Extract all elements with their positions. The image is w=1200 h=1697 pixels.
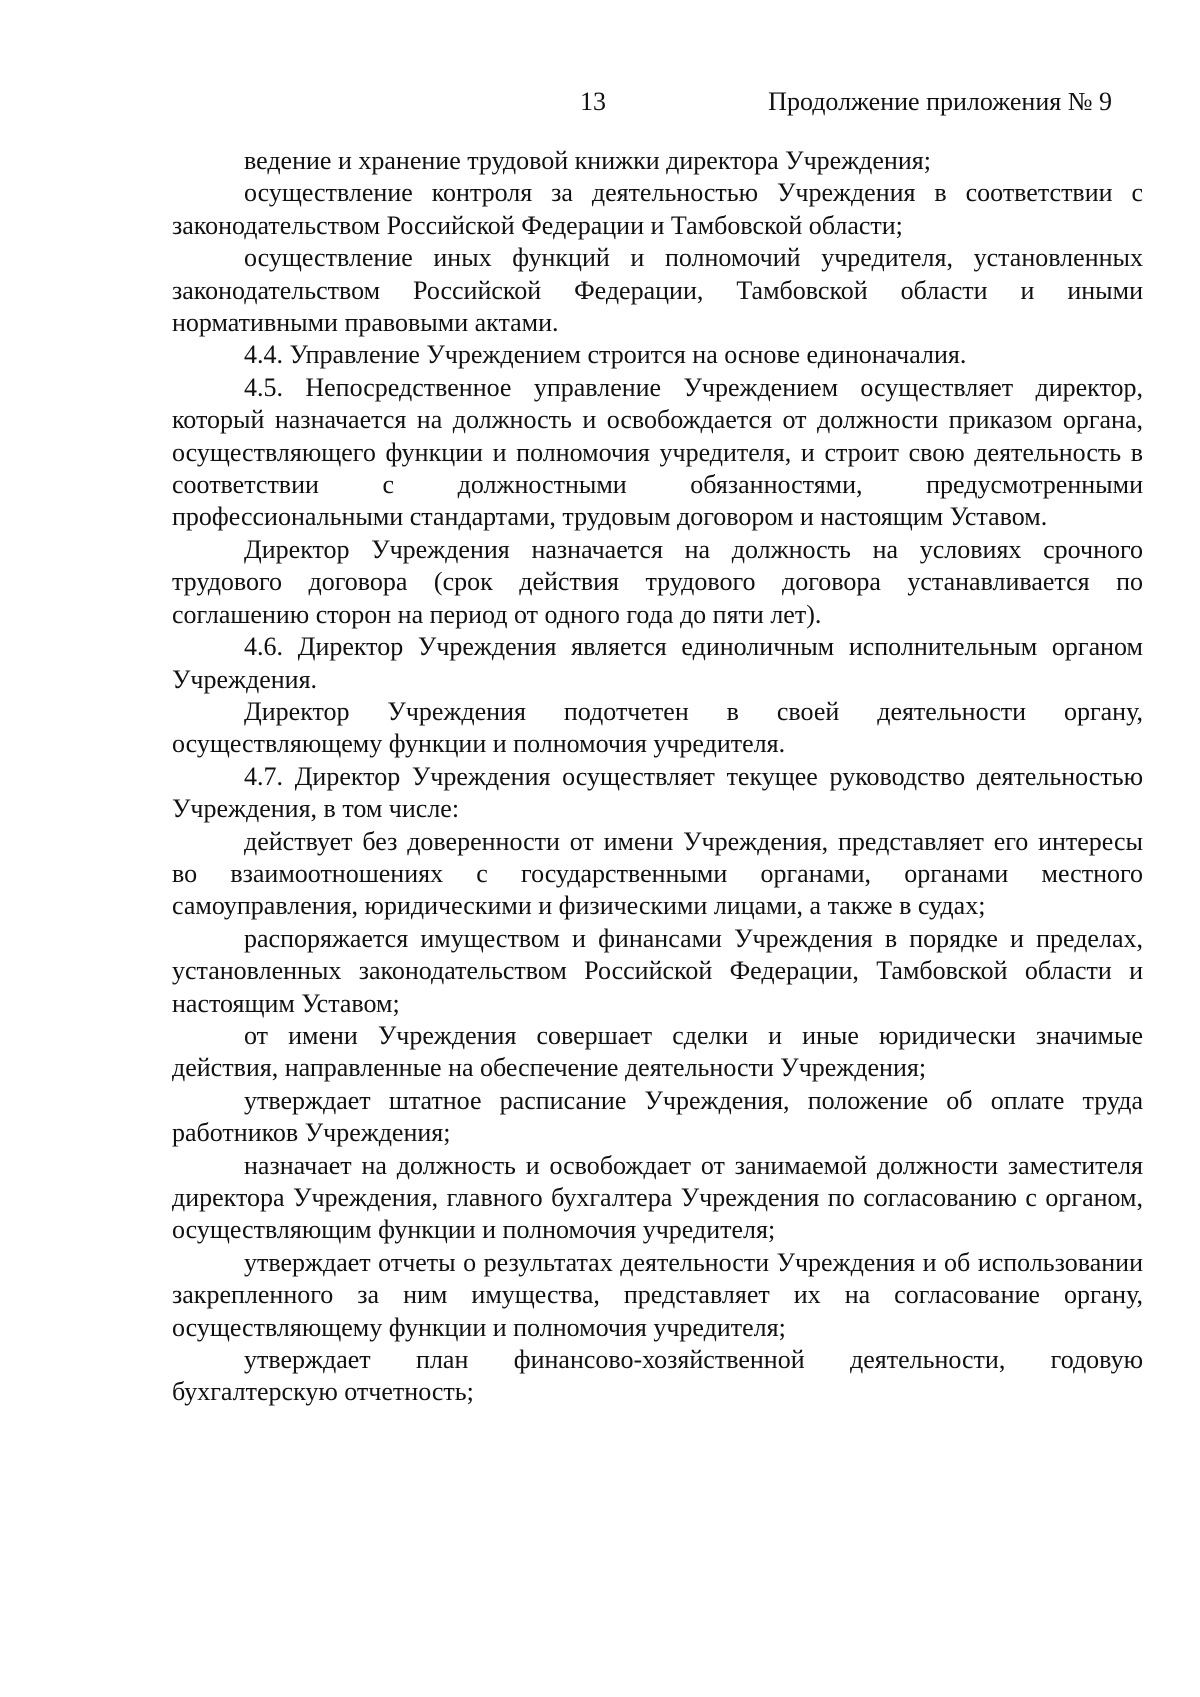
paragraph: Директор Учреждения подотчетен в своей деятельности органу, осуществляющему функции и полномочия учредителя. [172, 696, 1143, 759]
paragraph: назначает на должность и освобождает от занимаемой должности заместителя директора Учреждения, главного бухгалтера Учреждения по согласованию с органом, осуществляющим функции и полномочия учредителя; [172, 1150, 1143, 1245]
paragraph: утверждает отчеты о результатах деятельности Учреждения и об использовании закрепленного за ним имущества, представляет их на согласование органу, осуществляющему функции и полномочия учредителя; [172, 1247, 1143, 1342]
paragraph: утверждает штатное расписание Учреждения, положение об оплате труда работников Учреждения; [172, 1085, 1143, 1148]
paragraph: 4.4. Управление Учреждением строится на основе единоначалия. [244, 340, 967, 370]
appendix-continuation-label: Продолжение приложения № 9 [768, 87, 1112, 116]
page-number: 13 [580, 87, 606, 116]
paragraph: Директор Учреждения назначается на должность на условиях срочного трудового договора (срок действия трудового договора устанавливается по соглашению сторон на период от одного года до пяти лет). [172, 534, 1143, 629]
paragraph: 4.5. Непосредственное управление Учреждением осуществляет директор, который назначается на должность и освобождается от должности приказом органа, осуществляющего функции и полномочия учредителя, и строит свою деятельность в соответствии с должностными обязанностями, предусмотренными профессиональными стандартами, трудовым договором и настоящим Уставом. [172, 372, 1143, 532]
paragraph: ведение и хранение трудовой книжки директора Учреждения; [244, 146, 931, 175]
document-body [172, 145, 1143, 1409]
paragraph: осуществление контроля за деятельностью Учреждения в соответствии с законодательством Российской Федерации и Тамбовской области; [172, 178, 1143, 240]
paragraph: осуществление иных функций и полномочий учредителя, установленных законодательством Российской Федерации, Тамбовской области и иными нормативными правовыми актами. [172, 243, 1143, 338]
paragraph: 4.6. Директор Учреждения является единоличным исполнительным органом Учреждения. [172, 632, 1143, 694]
paragraph: 4.7. Директор Учреждения осуществляет текущее руководство деятельностью Учреждения, в том числе: [172, 761, 1143, 824]
paragraph: действует без доверенности от имени Учреждения, представляет его интересы во взаимоотношениях с государственными органами, органами местного самоуправления, юридическими и физическими лицами, а также в судах; [172, 826, 1143, 921]
paragraph: от имени Учреждения совершает сделки и иные юридически значимые действия, направленные на обеспечение деятельности Учреждения; [172, 1020, 1143, 1083]
page-header [0, 86, 1200, 122]
paragraph: распоряжается имуществом и финансами Учреждения в порядке и пределах, установленных законодательством Российской Федерации, Тамбовской области и настоящим Уставом; [172, 923, 1143, 1018]
paragraph: утверждает план финансово-хозяйственной деятельности, годовую бухгалтерскую отчетность; [172, 1345, 1143, 1407]
